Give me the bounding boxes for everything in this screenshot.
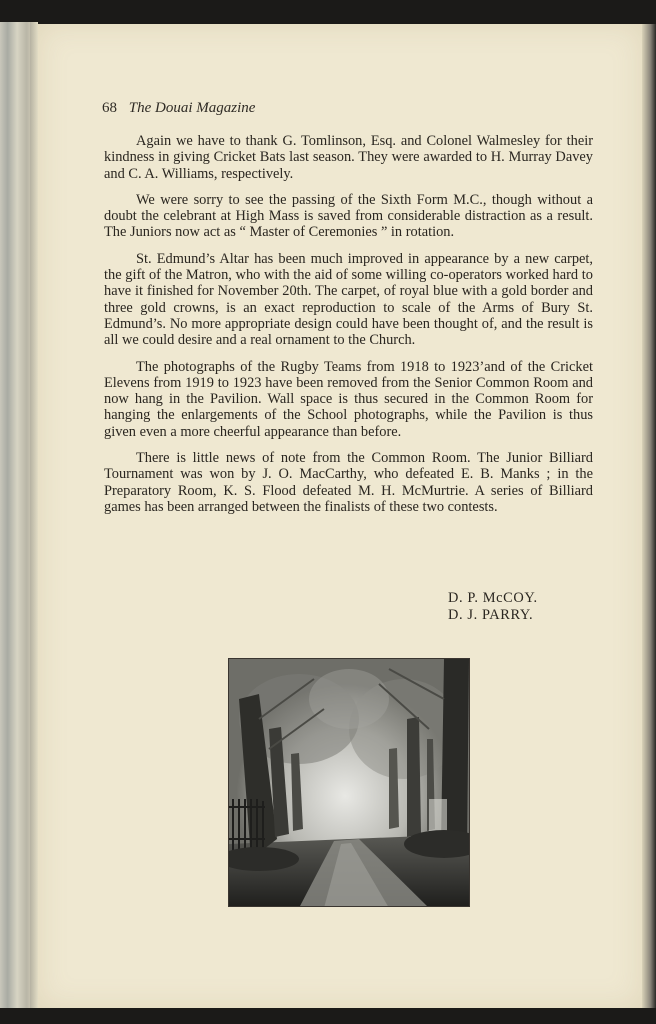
page-edge-right xyxy=(642,24,656,1008)
paragraph-billiards: There is little news of note from the Common Room. The Junior Billiard Tournament was won by J. O. MacCarthy, who defeated E. B. Manks ; in the Preparatory Room, K. S. Flood defeated M. H. McMurtrie. A series of Billiard games has been arranged between the finalists of these two contests. xyxy=(104,450,593,515)
woodland-path-photograph xyxy=(228,658,470,907)
signature-block xyxy=(448,590,538,624)
paragraph-cricket-bats: Again we have to thank G. Tomlinson, Esq. and Colonel Walmesley for their kindness in giving Cricket Bats last season. They were awarded to H. Murray Davey and C. A. Williams, respectively. xyxy=(104,133,593,182)
page-number: 68 xyxy=(102,100,117,116)
spine-shadow xyxy=(30,22,38,1010)
paragraph-photographs: The photographs of the Rugby Teams from 1918 to 1923’and of the Cricket Elevens from 1919 to 1923 have been removed from the Senior Common Room and now hang in the Pavilion. Wall space is thus secured in the Common Room for hanging the enlargements of the School photographs, while the Pavilion is thus given even a more cheerful appearance than before. xyxy=(104,358,593,440)
scan-border-top xyxy=(0,0,656,24)
running-header xyxy=(102,100,255,117)
paragraph-sixth-form: We were sorry to see the passing of the Sixth Form M.C., though without a doubt the celebrant at High Mass is saved from considerable distraction as a result. The Juniors now act as “ Master of Ceremonies ” in rotation. xyxy=(104,191,593,241)
article-body xyxy=(104,133,593,525)
magazine-title: The Douai Magazine xyxy=(128,100,256,116)
paragraph-altar-carpet: St. Edmund’s Altar has been much improved in appearance by a new carpet, the gift of the Matron, who with the aid of some willing co-operators worked hard to have it finished for November 20th. The carpet, of royal blue with a gold border and three gold crowns, is an exact reproduction to scale of the Arms of Bury St. Edmund’s. No more appropriate design could have been thought of, and the result is all we could desire and a real ornament to the Church. xyxy=(104,250,593,349)
photo-illustration xyxy=(229,659,470,907)
signature-mccoy: D. P. McCOY. xyxy=(448,590,538,606)
signature-parry: D. J. PARRY. xyxy=(448,607,534,623)
scan-border-bottom xyxy=(0,1008,656,1024)
